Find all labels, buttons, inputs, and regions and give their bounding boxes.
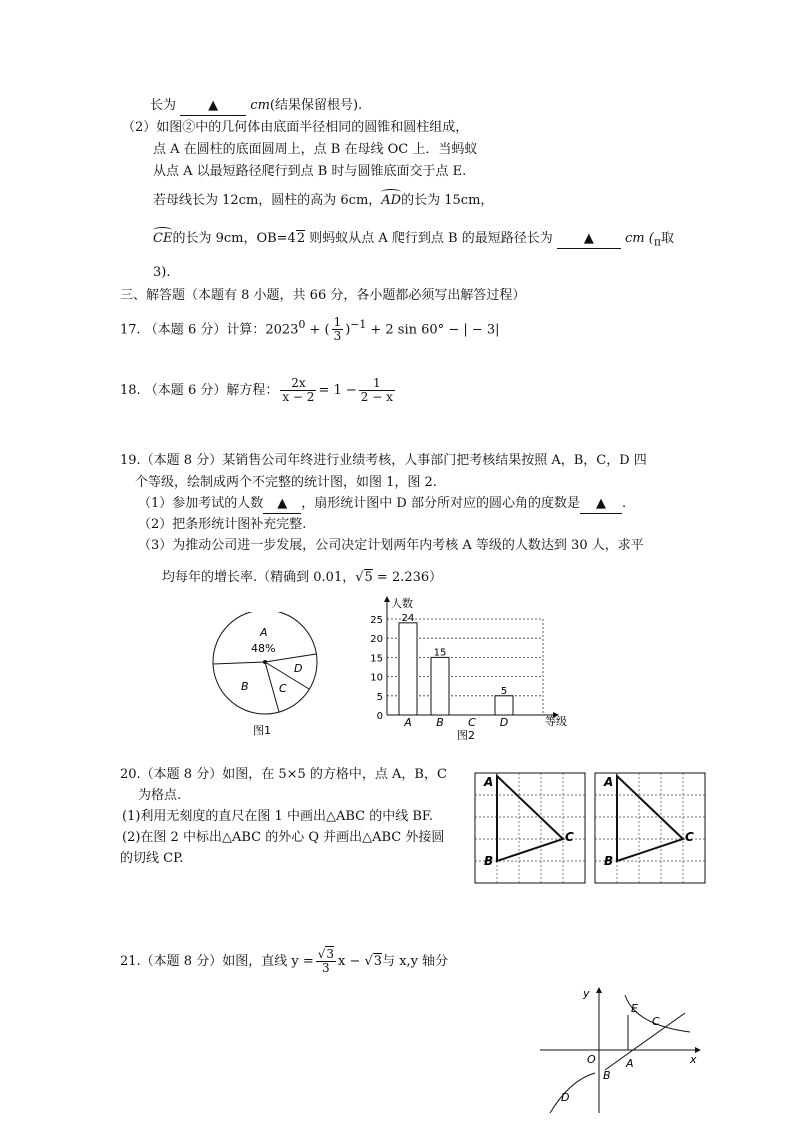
- q18: 18. （本题 6 分）解方程： $\frac{2x}{x - 2}$ = 1 − $\frac{1}{2 - x}$: [120, 376, 393, 404]
- pie-label-a-pct: 48%: [251, 642, 276, 655]
- q19-line1: 19.（本题 8 分）某销售公司年终进行业绩考核，人事部门把考核结果按照 A，B，C，D 四: [120, 453, 647, 468]
- label-d: D: [561, 1091, 570, 1104]
- answer-blank[interactable]: ▲: [557, 230, 621, 249]
- fig1-caption: 图1: [253, 724, 271, 737]
- section-title: 三、解答题（本题有 8 小题，共 66 分，各小题都必须写出解答过程）: [120, 288, 526, 303]
- point-label-c: C: [685, 830, 694, 844]
- q16-part2-line4: 若母线长为 12cm，圆柱的高为 6cm，AD的长为 15cm，: [153, 193, 494, 208]
- pie-divider-a-b: [213, 662, 265, 664]
- y-axis-arrow: [384, 596, 390, 602]
- q20-line1: 20.（本题 8 分）如图，在 5×5 的方格中，点 A，B，C: [120, 767, 447, 782]
- hyperbola-branch-2: [550, 1073, 595, 1113]
- q19-line5: （3）为推动公司进一步发展，公司决定计划两年内考核 A 等级的人数达到 30 人，求平: [138, 538, 644, 553]
- bar-value-label: 5: [500, 685, 508, 697]
- pie-divider-a-d: [265, 654, 316, 662]
- line-ab: [605, 1013, 685, 1070]
- label-b: B: [603, 1069, 611, 1082]
- answer-blank[interactable]: ▲: [580, 495, 622, 514]
- sqrt-2: 2: [296, 231, 306, 246]
- answer-blank[interactable]: ▲: [263, 495, 301, 514]
- y-tick-label: 20: [370, 634, 383, 646]
- label-y: y: [583, 987, 590, 1000]
- y-tick-label: 5: [376, 691, 383, 703]
- label-c: C: [652, 1015, 660, 1028]
- fig2-caption: 图2: [457, 729, 475, 740]
- q20-line4: (2)在图 2 中标出△ABC 的外心 Q 并画出△ABC 外接圆: [122, 830, 445, 845]
- point-label-b: B: [604, 854, 614, 868]
- label-a: A: [626, 1057, 634, 1070]
- bar-d: [495, 696, 513, 715]
- bar-value-label: 24: [401, 612, 415, 624]
- pie-label-c: C: [279, 682, 287, 695]
- answer-blank[interactable]: ▲: [180, 97, 246, 116]
- pie-chart-figure: [205, 612, 325, 742]
- label-o: O: [587, 1053, 596, 1066]
- triangle-abc: [497, 776, 563, 861]
- bar-chart-figure: [365, 594, 575, 740]
- y-tick-label: 25: [370, 615, 383, 626]
- q19-line3: （1）参加考试的人数 ▲ ，扇形统计图中 D 部分所对应的圆心角的度数是 ▲ .: [138, 495, 626, 514]
- q19-line6: 均每年的增长率.（精确到 0.01，√5 = 2.236）: [162, 570, 443, 585]
- q20-line5: 的切线 CP.: [120, 851, 184, 866]
- q16-part2-line5: CE的长为 9cm，OB=42 则蚂蚁从点 A 爬行到点 B 的最短路径长为 ▲ cm ($_\pi$取: [153, 231, 674, 249]
- bar-b: [431, 657, 449, 715]
- arc-ce-label: CE: [153, 231, 173, 246]
- bar-a: [399, 623, 417, 715]
- q16-part2-line1: （2）如图②中的几何体由底面半径相同的圆锥和圆柱组成，: [122, 120, 469, 135]
- y-tick-label: 0: [376, 711, 383, 722]
- label-x: x: [690, 1053, 697, 1066]
- x-tick-label: A: [404, 716, 412, 729]
- q21: 21.（本题 8 分）如图，直线 y = $\frac{√3}{3}$ x − √3与 x,y 轴分: [120, 947, 449, 975]
- bar-value-label: 15: [433, 647, 447, 659]
- x-tick-label: B: [436, 716, 444, 729]
- q16-part2-line3: 从点 A 以最短路径爬行到点 B 时与圆锥底面交于点 E.: [153, 164, 467, 179]
- x-tick-label: C: [468, 716, 476, 729]
- sqrt-5: 5: [364, 570, 373, 585]
- point-label-a: A: [604, 775, 614, 789]
- label-e: E: [631, 1002, 638, 1015]
- q16-part2-line2: 点 A 在圆柱的底面圆周上，点 B 在母线 OC 上．当蚂蚁: [153, 142, 478, 157]
- q19-line4: （2）把条形统计图补充完整.: [138, 517, 307, 532]
- pie-label-d: D: [294, 662, 303, 675]
- y-axis-label: 人数: [391, 597, 413, 610]
- q20-line2: 为格点.: [138, 788, 182, 803]
- q19-line2: 个等级，绘制成两个不完整的统计图，如图 1，图 2.: [135, 475, 437, 490]
- grid-figure-1: [472, 770, 587, 885]
- pie-label-b: B: [241, 680, 249, 693]
- coordinate-figure: [535, 985, 705, 1115]
- grid-figure-2: [592, 770, 707, 885]
- point-label-b: B: [484, 854, 494, 868]
- triangle-abc: [617, 776, 683, 861]
- x-tick-label: D: [499, 716, 509, 729]
- point-label-a: A: [484, 775, 494, 789]
- y-tick-label: 10: [370, 672, 383, 684]
- point-label-c: C: [565, 830, 574, 844]
- q16-line-a: 长为 ▲ cm(结果保留根号).: [150, 97, 362, 116]
- y-axis-arrow: [596, 987, 602, 993]
- x-axis-label: 等级: [545, 715, 567, 728]
- pie-label-a: A: [260, 626, 268, 639]
- arc-ad-label: AD: [381, 193, 402, 208]
- pie-center: [263, 660, 267, 664]
- q20-line3: (1)利用无刻度的直尺在图 1 中画出△ABC 的中线 BF.: [122, 809, 434, 824]
- y-tick-label: 15: [370, 653, 383, 665]
- q17: 17. （本题 6 分）计算：$2023^0$ + ( $\frac{1}{3}$ )$^{-1}$ + 2 sin 60° − | − 3|: [120, 315, 500, 344]
- q16-part2-line6: 3).: [153, 265, 171, 280]
